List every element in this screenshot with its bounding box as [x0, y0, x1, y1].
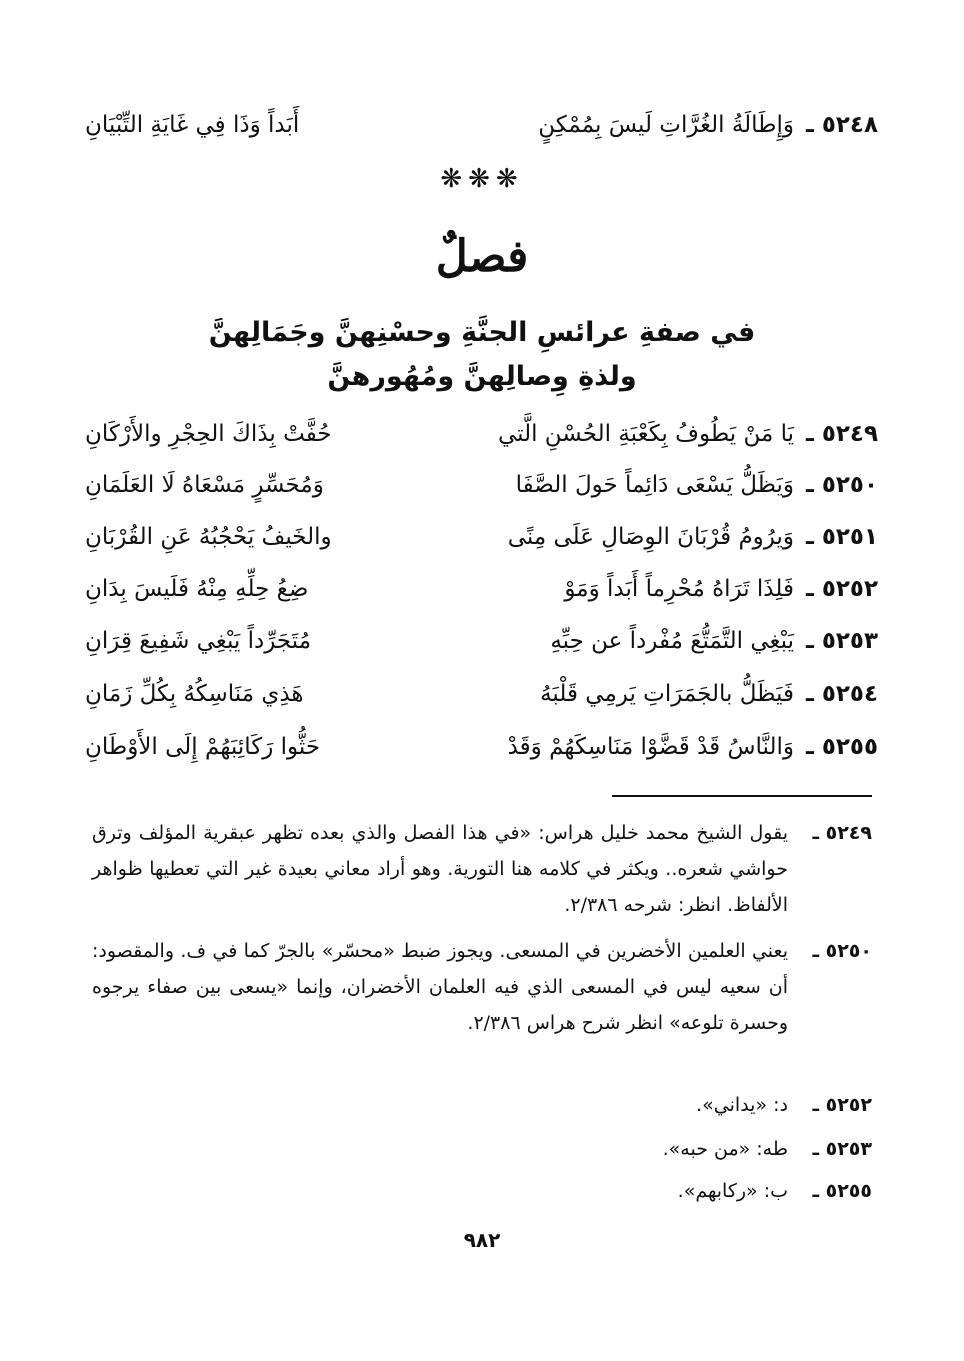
verse-number: ٥٢٤٩ ـ	[805, 421, 878, 447]
verse-number: ٥٢٥٤ ـ	[805, 681, 878, 707]
footnote-text: طه: «من حبه».	[662, 1138, 788, 1160]
stars-separator: ❋❋❋	[440, 164, 524, 194]
verse-first-hemistich: يَبْغِي التَّمَتُّعَ مُفْرداً عن حِبِّهِ	[550, 628, 794, 654]
footnote-number: ٥٢٥٢ ـ	[812, 1094, 872, 1116]
verse-number: ٥٢٥١ ـ	[805, 524, 878, 550]
section-title-line-2: ولذةِ وِصالِهنَّ ومُهُورهنَّ	[327, 361, 637, 392]
verse-number: ٥٢٥٢ ـ	[805, 576, 878, 602]
footnote	[92, 1087, 872, 1123]
verse-second-hemistich: هَذِي مَنَاسِكُهُ بِكُلِّ زَمَانِ	[85, 681, 304, 707]
verse-number: ٥٢٥٥ ـ	[805, 734, 878, 760]
footnote-number: ٥٢٥٠ ـ	[812, 940, 872, 962]
verse-line	[70, 725, 878, 769]
verse-second-hemistich: والخَيفُ يَحْجُبُهُ عَنِ القُرْبَانِ	[85, 524, 332, 550]
verse-first-hemistich: وَيَظَلُّ يَسْعَى دَائِماً حَولَ الصَّفَا	[515, 472, 794, 498]
footnote-number: ٥٢٥٥ ـ	[812, 1180, 872, 1202]
verse-number: ٥٢٥٣ ـ	[805, 628, 878, 654]
verse-number: ٥٢٤٨ ـ	[805, 112, 878, 138]
verse-first-hemistich: فَلِذَا تَرَاهُ مُحْرِماً أَبَداً وَمَوْ	[564, 576, 794, 602]
verse-line	[70, 515, 878, 559]
footnote-number: ٥٢٤٩ ـ	[812, 822, 872, 844]
verse-first-hemistich: فَيَظَلُّ بالجَمَرَاتِ يَرمِي قَلْبَهُ	[540, 681, 794, 707]
verse-line	[70, 672, 878, 716]
footnote	[92, 933, 872, 1041]
footnote	[92, 1131, 872, 1167]
footnote-number: ٥٢٥٣ ـ	[812, 1138, 872, 1160]
verse-first-hemistich: وَيرُومُ قُرْبَانَ الوِصَالِ عَلَى مِنًى	[507, 524, 794, 550]
verse-second-hemistich: حَثُّوا رَكَائِبَهُمْ إِلَى الأَوْطَانِ	[85, 734, 321, 760]
footnote	[92, 815, 872, 923]
section-title-line-1: في صفةِ عرائسِ الجنَّةِ وحسْنِهنَّ وجَمَالِهنَّ	[208, 317, 756, 348]
verse-second-hemistich: حُفَّتْ بِذَاكَ الحِجْرِ والأَرْكَانِ	[85, 421, 332, 447]
verse-first-hemistich: وَإِطَالَةُ الغُرَّاتِ لَيسَ بِمُمْكِنٍ	[538, 112, 794, 138]
page-number: ٩٨٢	[463, 1228, 501, 1252]
verse-second-hemistich: وَمُحَسِّرٍ مَسْعَاهُ لَا العَلَمَانِ	[85, 472, 324, 498]
footnote-text: د: «يداني».	[696, 1094, 788, 1116]
verse-line	[70, 619, 878, 663]
verse-first-hemistich: وَالنَّاسُ قَدْ قَضَّوْا مَنَاسِكَهُمْ وَقَدْ	[507, 734, 794, 760]
verse-first-hemistich: يَا مَنْ يَطُوفُ بِكَعْبَةِ الحُسْنِ الَّتي	[497, 421, 794, 447]
footnote-text: يعني العلمين الأخضرين في المسعى. ويجوز ضبط «محسّر» بالجرّ كما في ف. والمقصود: أن سعيه ليس في المسعى الذي فيه العلمان الأخضران، وإنما «يسعى بين صفاء يرجوه وحسرة تلوعه» انظر شرح هراس ٢/٣٨٦.	[92, 940, 788, 1034]
verse-line	[70, 412, 878, 456]
verse-line	[70, 103, 878, 147]
verse-second-hemistich: أَبَداً وَذَا فِي غَايَةِ التِّبْيَانِ	[85, 112, 300, 138]
section-heading: فصلٌ	[435, 231, 529, 282]
footnote-separator	[612, 795, 872, 797]
verse-second-hemistich: مُتَجَرِّداً يَبْغِي شَفِيعَ قِرَانِ	[85, 628, 312, 654]
verse-line	[70, 463, 878, 507]
verse-number: ٥٢٥٠ ـ	[805, 472, 878, 498]
footnote-text: يقول الشيخ محمد خليل هراس: «في هذا الفصل والذي بعده تظهر عبقرية المؤلف وترق حواشي شعره.. ويكثر في كلامه هنا التورية. وهو أراد معاني بعيدة غير التي تعطيها ظواهر الألفاظ. انظر: شرحه ٢/٣٨٦.	[92, 822, 788, 916]
verse-second-hemistich: ضِعُ حِلِّهِ مِنْهُ فَلَيسَ بِدَانِ	[85, 576, 309, 602]
footnote	[92, 1173, 872, 1209]
footnote-text: ب: «ركابهم».	[677, 1180, 788, 1202]
verse-line	[70, 567, 878, 611]
